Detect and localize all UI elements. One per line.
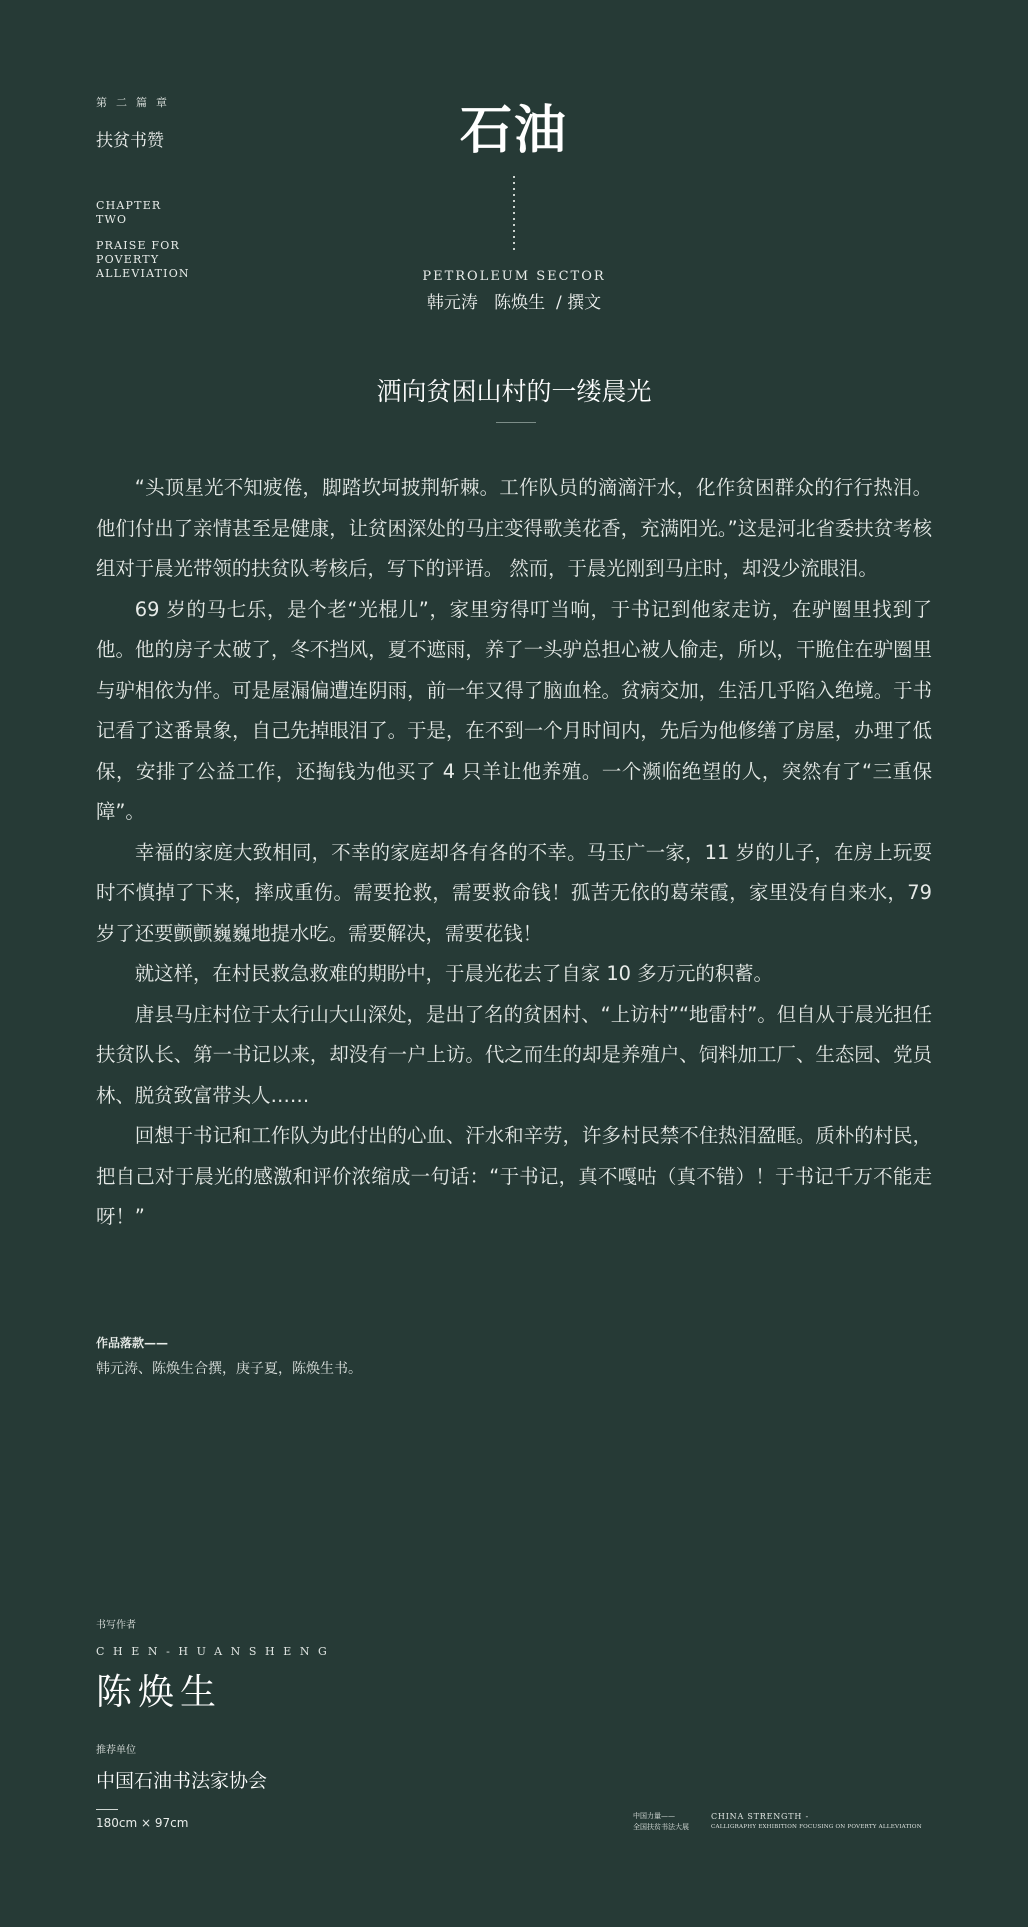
writer-name: 陈焕生 [96, 1672, 223, 1713]
article-body [96, 468, 932, 1238]
dotted-divider [513, 174, 515, 250]
chapter-subtitle: 扶贫书赞 [96, 131, 164, 151]
article-title: 洒向贫困山村的一缕晨光 [376, 377, 652, 406]
writer-name-english: CHEN-HUANSHENG [96, 1645, 336, 1658]
chapter-english-line: TWO [96, 213, 128, 226]
organization-name: 中国石油书法家协会 [96, 1770, 268, 1792]
sector-english: PETROLEUM SECTOR [422, 269, 606, 284]
praise-english-line: PRAISE FOR [96, 239, 180, 252]
article-paragraph: 回想于书记和工作队为此付出的心血、汗水和辛劳，许多村民禁不住热泪盈眶。质朴的村民，把自己对于晨光的感激和评价浓缩成一句话：“于书记，真不嘎咕（真不错）！于书记千万不能走呀！” [96, 1124, 932, 1228]
article-paragraph: 幸福的家庭大致相同，不幸的家庭却各有各的不幸。马玉广一家，11 岁的儿子，在房上玩耍时不慎掉了下来，摔成重伤。需要抢救，需要救命钱！孤苦无依的葛荣霞，家里没有自来水，79 岁了还要颤颤巍巍地提水吃。需要解决，需要花钱！ [96, 840, 932, 945]
page-title: 石油 [459, 100, 568, 161]
organization-label: 推荐单位 [96, 1745, 136, 1756]
chapter-english [96, 199, 161, 227]
artwork-size: 180cm × 97cm [96, 1816, 189, 1830]
praise-english-line: ALLEVIATION [96, 267, 190, 280]
footer-cn-line: 中国力量—— [633, 1812, 675, 1820]
size-divider [96, 1809, 118, 1810]
footer-exhibition-cn [633, 1811, 689, 1833]
praise-english-line: POVERTY [96, 253, 160, 266]
authors-line: 韩元涛 陈焕生 / 撰文 [426, 293, 602, 313]
footer-cn-line: 全国扶贫书法大展 [633, 1823, 689, 1831]
article-paragraph: 就这样，在村民救急救难的期盼中，于晨光花去了自家 10 多万元的积蓄。 [134, 962, 773, 985]
work-inscription-label: 作品落款—— [96, 1336, 169, 1350]
chapter-english-line: CHAPTER [96, 199, 162, 212]
writer-label: 书写作者 [96, 1620, 136, 1631]
article-paragraph: 唐县马庄村位于太行山大山深处，是出了名的贫困村、“上访村”“地雷村”。但自从于晨光担任扶贫队长、第一书记以来，却没有一户上访。代之而生的却是养殖户、饲料加工厂、生态园、党员林、脱贫致富带头人…… [96, 1002, 932, 1107]
footer-exhibition-en [711, 1811, 922, 1833]
chapter-label: 第二篇章 [96, 96, 176, 109]
work-inscription-text: 韩元涛、陈焕生合撰，庚子夏，陈焕生书。 [96, 1361, 362, 1377]
title-divider [496, 422, 536, 423]
footer-en-line: CALLIGRAPHY EXHIBITION FOCUSING ON POVERTY ALLEVIATION [711, 1824, 922, 1830]
article-paragraph: “头顶星光不知疲倦，脚踏坎坷披荆斩棘。工作队员的滴滴汗水，化作贫困群众的行行热泪。他们付出了亲情甚至是健康，让贫困深处的马庄变得歌美花香，充满阳光。”这是河北省委扶贫考核组对于晨光带领的扶贫队考核后，写下的评语。 然而，于晨光刚到马庄时，却没少流眼泪。 [96, 476, 932, 580]
footer-en-line: CHINA STRENGTH - [711, 1812, 810, 1821]
article-paragraph: 69 岁的马七乐，是个老“光棍儿”，家里穷得叮当响，于书记到他家走访，在驴圈里找到了他。他的房子太破了，冬不挡风，夏不遮雨，养了一头驴总担心被人偷走，所以，干脆住在驴圈里与驴相依为伴。可是屋漏偏遭连阴雨，前一年又得了脑血栓。贫病交加，生活几乎陷入绝境。于书记看了这番景象，自己先掉眼泪了。于是，在不到一个月时间内，先后为他修缮了房屋，办理了低保，安排了公益工作，还掏钱为他买了 4 只羊让他养殖。一个濒临绝望的人，突然有了“三重保障”。 [96, 597, 932, 823]
